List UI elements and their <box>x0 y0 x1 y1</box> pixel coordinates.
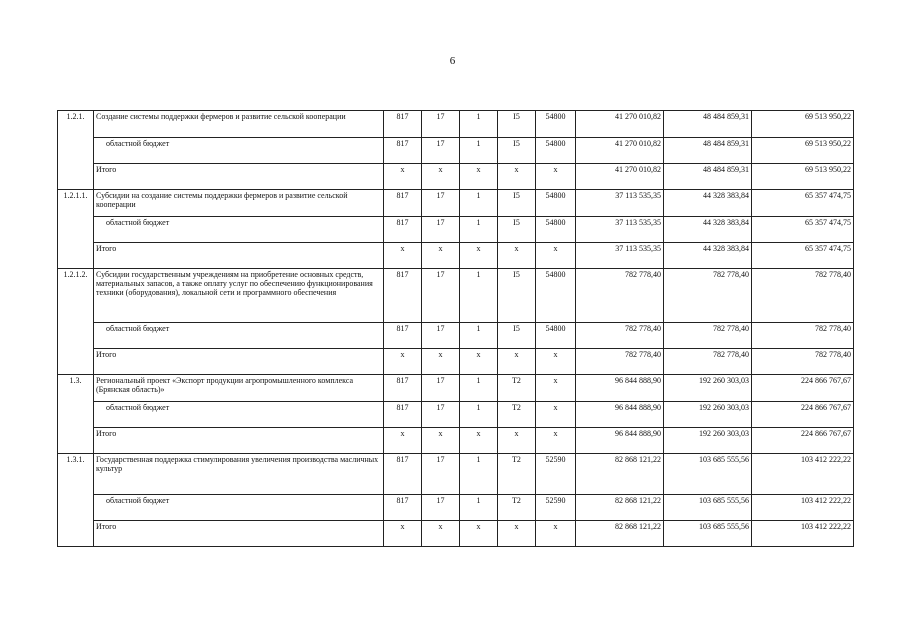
budget-code: 17 <box>422 190 460 217</box>
amount-value: 41 270 010,82 <box>576 164 664 190</box>
amount-value: 782 778,40 <box>752 349 854 375</box>
item-name: Итого <box>94 521 384 547</box>
budget-code: 1 <box>460 111 498 138</box>
amount-value: 103 412 222,22 <box>752 521 854 547</box>
budget-code: 1 <box>460 269 498 323</box>
amount-value: 69 513 950,22 <box>752 138 854 164</box>
item-name: Итого <box>94 164 384 190</box>
budget-code: х <box>498 164 536 190</box>
row-number: 1.3.1. <box>58 454 94 547</box>
amount-value: 44 328 383,84 <box>664 217 752 243</box>
budget-code: х <box>536 243 576 269</box>
amount-value: 782 778,40 <box>664 269 752 323</box>
amount-value: 82 868 121,22 <box>576 454 664 495</box>
budget-code: х <box>498 521 536 547</box>
budget-code: х <box>422 243 460 269</box>
table-row <box>58 428 854 454</box>
row-number: 1.2.1.2. <box>58 269 94 375</box>
amount-value: 224 866 767,67 <box>752 402 854 428</box>
budget-code: T2 <box>498 375 536 402</box>
budget-code: 817 <box>384 190 422 217</box>
amount-value: 65 357 474,75 <box>752 217 854 243</box>
amount-value: 782 778,40 <box>576 323 664 349</box>
budget-code: 1 <box>460 495 498 521</box>
item-name: Итого <box>94 428 384 454</box>
budget-code: 817 <box>384 138 422 164</box>
amount-value: 103 685 555,56 <box>664 521 752 547</box>
budget-code: х <box>498 428 536 454</box>
budget-table <box>57 110 854 547</box>
budget-code: 17 <box>422 454 460 495</box>
budget-code: 817 <box>384 217 422 243</box>
row-number: 1.2.1.1. <box>58 190 94 269</box>
amount-value: 69 513 950,22 <box>752 111 854 138</box>
amount-value: 782 778,40 <box>752 269 854 323</box>
budget-code: 17 <box>422 375 460 402</box>
amount-value: 65 357 474,75 <box>752 190 854 217</box>
amount-value: 103 685 555,56 <box>664 454 752 495</box>
amount-value: 69 513 950,22 <box>752 164 854 190</box>
budget-code: 17 <box>422 269 460 323</box>
budget-table-body <box>58 111 854 547</box>
budget-code: х <box>536 349 576 375</box>
table-row <box>58 521 854 547</box>
amount-value: 782 778,40 <box>664 349 752 375</box>
budget-code: х <box>460 349 498 375</box>
table-row <box>58 138 854 164</box>
budget-code: 17 <box>422 495 460 521</box>
budget-code: 817 <box>384 495 422 521</box>
budget-code: 817 <box>384 111 422 138</box>
budget-code: 54800 <box>536 217 576 243</box>
budget-code: х <box>498 349 536 375</box>
budget-code: 54800 <box>536 111 576 138</box>
budget-code: х <box>536 402 576 428</box>
budget-code: х <box>536 428 576 454</box>
budget-code: 1 <box>460 190 498 217</box>
amount-value: 44 328 383,84 <box>664 243 752 269</box>
budget-code: х <box>384 243 422 269</box>
page-number: 6 <box>449 55 456 67</box>
budget-code: х <box>384 349 422 375</box>
budget-code: 1 <box>460 454 498 495</box>
amount-value: 37 113 535,35 <box>576 243 664 269</box>
table-row <box>58 349 854 375</box>
amount-value: 192 260 303,03 <box>664 428 752 454</box>
table-row <box>58 402 854 428</box>
row-number: 1.2.1. <box>58 111 94 190</box>
amount-value: 782 778,40 <box>576 349 664 375</box>
budget-code: I5 <box>498 323 536 349</box>
amount-value: 96 844 888,90 <box>576 375 664 402</box>
budget-code: х <box>422 349 460 375</box>
amount-value: 41 270 010,82 <box>576 111 664 138</box>
budget-code: 1 <box>460 138 498 164</box>
budget-code: 817 <box>384 402 422 428</box>
table-row <box>58 243 854 269</box>
budget-code: 17 <box>422 402 460 428</box>
budget-code: 817 <box>384 454 422 495</box>
budget-code: 54800 <box>536 323 576 349</box>
item-name: Субсидии государственным учреждениям на приобретение основных средств, материальных запасов, а также оплату услуг по обеспечению функционирования техники (оборудования), локальной сети и программного обеспечения <box>94 269 384 323</box>
amount-value: 41 270 010,82 <box>576 138 664 164</box>
table-row <box>58 111 854 138</box>
table-row <box>58 190 854 217</box>
budget-code: T2 <box>498 495 536 521</box>
budget-code: 52590 <box>536 454 576 495</box>
budget-code: 54800 <box>536 190 576 217</box>
budget-code: 54800 <box>536 138 576 164</box>
budget-code: х <box>536 375 576 402</box>
table-row <box>58 495 854 521</box>
budget-code: 17 <box>422 323 460 349</box>
budget-code: х <box>460 428 498 454</box>
item-name: областной бюджет <box>94 138 384 164</box>
table-row <box>58 323 854 349</box>
row-number: 1.3. <box>58 375 94 454</box>
amount-value: 48 484 859,31 <box>664 164 752 190</box>
amount-value: 192 260 303,03 <box>664 402 752 428</box>
budget-code: х <box>384 428 422 454</box>
budget-code: х <box>384 521 422 547</box>
budget-code: 17 <box>422 111 460 138</box>
amount-value: 103 685 555,56 <box>664 495 752 521</box>
budget-code: х <box>422 521 460 547</box>
budget-code: х <box>422 428 460 454</box>
amount-value: 82 868 121,22 <box>576 521 664 547</box>
budget-code: I5 <box>498 138 536 164</box>
budget-code: х <box>460 243 498 269</box>
amount-value: 103 412 222,22 <box>752 495 854 521</box>
budget-code: 1 <box>460 402 498 428</box>
budget-code: х <box>460 164 498 190</box>
table-row <box>58 269 854 323</box>
budget-code: I5 <box>498 217 536 243</box>
item-name: Итого <box>94 243 384 269</box>
amount-value: 224 866 767,67 <box>752 375 854 402</box>
table-row <box>58 375 854 402</box>
budget-code: 817 <box>384 323 422 349</box>
table-row <box>58 217 854 243</box>
amount-value: 782 778,40 <box>752 323 854 349</box>
budget-code: I5 <box>498 269 536 323</box>
budget-code: х <box>498 243 536 269</box>
budget-code: х <box>536 521 576 547</box>
amount-value: 48 484 859,31 <box>664 138 752 164</box>
budget-code: х <box>384 164 422 190</box>
item-name: Итого <box>94 349 384 375</box>
budget-code: 1 <box>460 217 498 243</box>
amount-value: 82 868 121,22 <box>576 495 664 521</box>
item-name: Субсидии на создание системы поддержки фермеров и развитие сельской кооперации <box>94 190 384 217</box>
budget-code: 52590 <box>536 495 576 521</box>
item-name: Региональный проект «Экспорт продукции агропромышленного комплекса (Брянская область)» <box>94 375 384 402</box>
budget-code: I5 <box>498 190 536 217</box>
item-name: областной бюджет <box>94 402 384 428</box>
amount-value: 96 844 888,90 <box>576 402 664 428</box>
budget-code: х <box>422 164 460 190</box>
amount-value: 224 866 767,67 <box>752 428 854 454</box>
amount-value: 37 113 535,35 <box>576 217 664 243</box>
amount-value: 782 778,40 <box>664 323 752 349</box>
budget-code: T2 <box>498 402 536 428</box>
budget-code: 17 <box>422 138 460 164</box>
budget-code: х <box>460 521 498 547</box>
table-row <box>58 164 854 190</box>
table-row <box>58 454 854 495</box>
budget-code: х <box>536 164 576 190</box>
budget-code: 817 <box>384 269 422 323</box>
budget-code: I5 <box>498 111 536 138</box>
amount-value: 65 357 474,75 <box>752 243 854 269</box>
amount-value: 37 113 535,35 <box>576 190 664 217</box>
amount-value: 192 260 303,03 <box>664 375 752 402</box>
amount-value: 782 778,40 <box>576 269 664 323</box>
item-name: областной бюджет <box>94 217 384 243</box>
item-name: областной бюджет <box>94 323 384 349</box>
budget-code: 54800 <box>536 269 576 323</box>
amount-value: 96 844 888,90 <box>576 428 664 454</box>
budget-code: 1 <box>460 375 498 402</box>
item-name: областной бюджет <box>94 495 384 521</box>
item-name: Создание системы поддержки фермеров и развитие сельской кооперации <box>94 111 384 138</box>
budget-code: 1 <box>460 323 498 349</box>
amount-value: 44 328 383,84 <box>664 190 752 217</box>
amount-value: 103 412 222,22 <box>752 454 854 495</box>
item-name: Государственная поддержка стимулирования увеличения производства масличных культур <box>94 454 384 495</box>
budget-code: 817 <box>384 375 422 402</box>
budget-code: 17 <box>422 217 460 243</box>
budget-code: T2 <box>498 454 536 495</box>
amount-value: 48 484 859,31 <box>664 111 752 138</box>
